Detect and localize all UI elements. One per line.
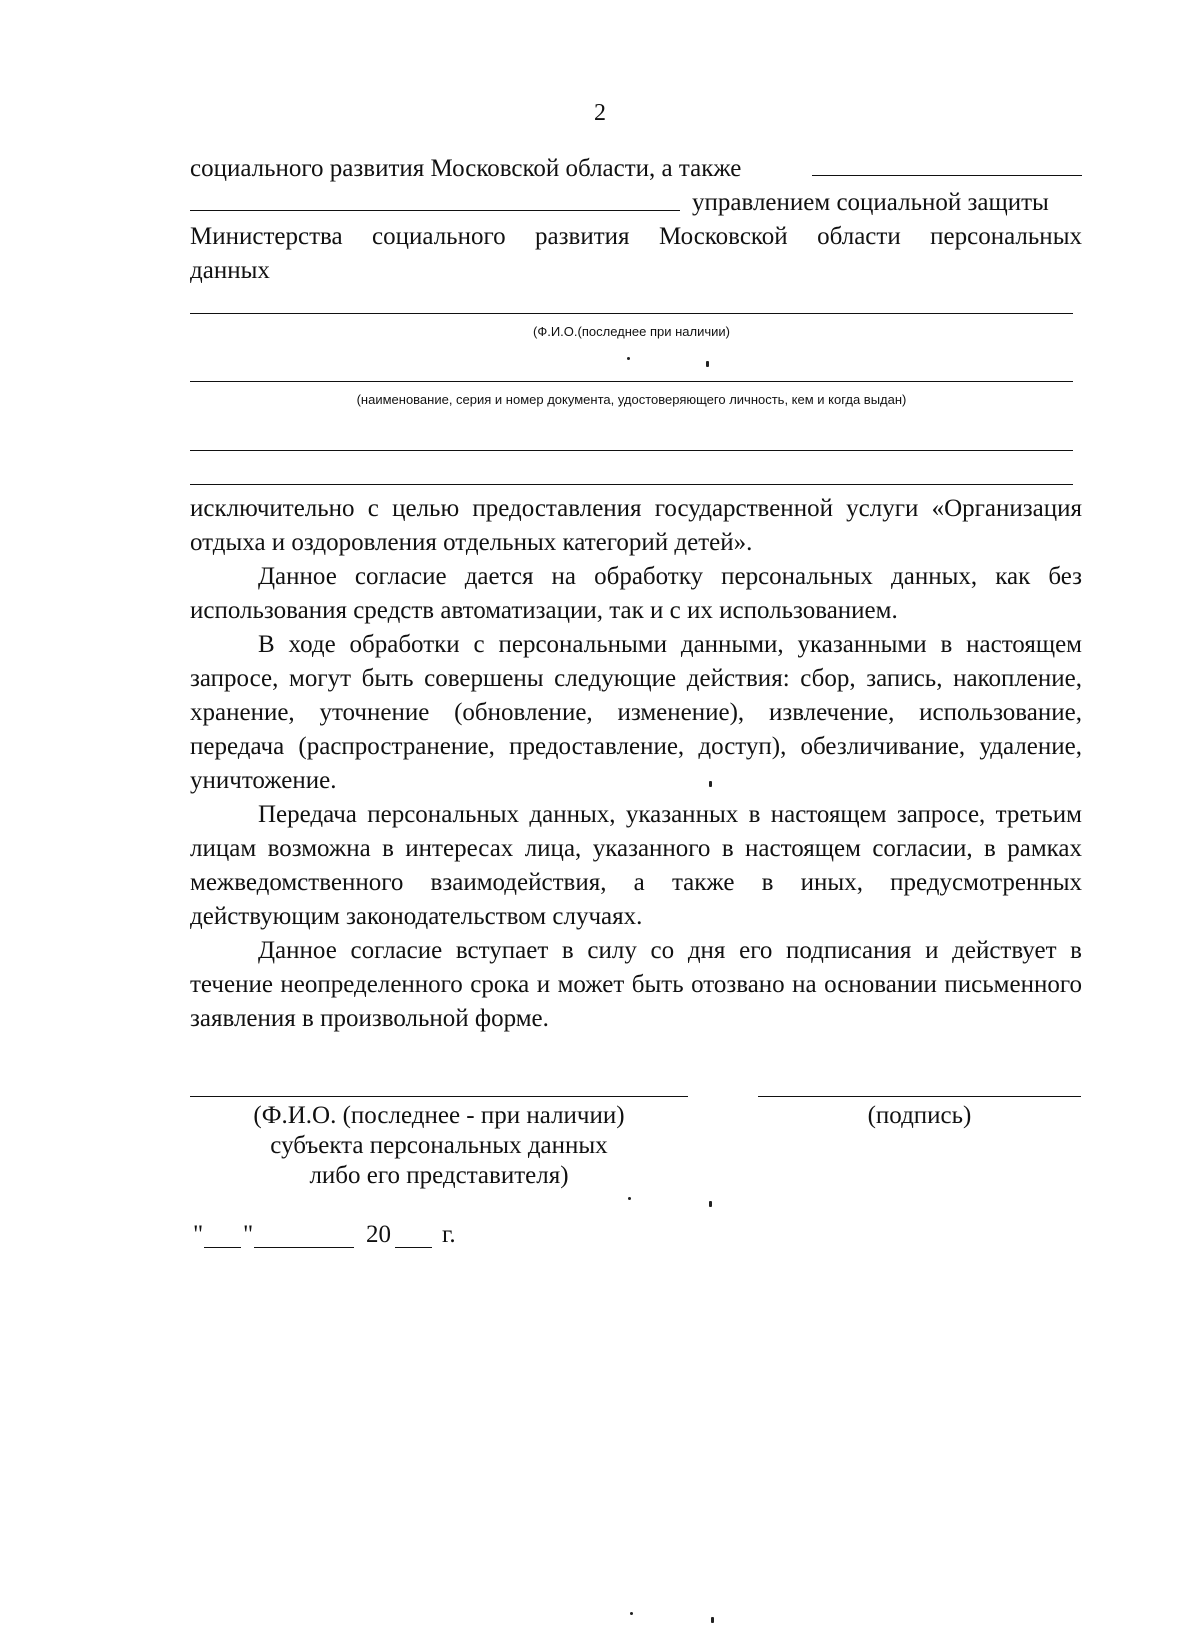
date-day-blank[interactable]: [204, 1247, 241, 1248]
page-number: 2: [594, 100, 606, 126]
header-line-3: Министерства социального развития Московской области персональных: [190, 223, 1082, 250]
header-line-1: социального развития Московской области, а также: [190, 155, 742, 182]
blank-line-organization[interactable]: [812, 175, 1082, 176]
date-year-prefix: 20: [366, 1221, 391, 1248]
date-close-quote: ": [243, 1221, 254, 1248]
scan-speck: [711, 1617, 714, 1623]
blank-line-organization-2[interactable]: [190, 210, 680, 211]
paragraph-transfer: Передача персональных данных, указанных в настоящем запросе, третьим лицам возможна в интересах лица, указанного в настоящем согласии, в рамках межведомственного взаимодействия, а также в иных, предусмотренных действующим законодательством случаях.: [190, 801, 1082, 930]
date-year-blank[interactable]: [395, 1247, 432, 1248]
scan-speck: [706, 361, 709, 367]
document-field-caption: (наименование, серия и номер документа, удостоверяющего личность, кем и когда выдан): [356, 392, 907, 407]
scan-speck: [628, 1197, 631, 1200]
header-line-4: данных: [190, 257, 270, 284]
fio-signature-caption-3: либо его представителя): [309, 1162, 569, 1189]
date-open-quote: ": [193, 1221, 204, 1248]
fio-field-caption: (Ф.И.О.(последнее при наличии): [533, 324, 730, 339]
fio-signature-line[interactable]: [190, 1096, 688, 1097]
document-field-line[interactable]: [190, 381, 1073, 382]
paragraph-validity: Данное согласие вступает в силу со дня его подписания и действует в течение неопределенного срока и может быть отозвано на основании письменного заявления в произвольной форме.: [190, 937, 1082, 1032]
paragraph-processing-mode: Данное согласие дается на обработку персональных данных, как без использования средств автоматизации, так и с их использованием.: [190, 563, 1082, 624]
header-line-2: управлением социальной защиты: [692, 189, 1049, 216]
scan-speck: [627, 357, 630, 360]
consent-body: [190, 492, 1082, 1036]
scan-speck: [709, 1201, 712, 1207]
fio-signature-caption-1: (Ф.И.О. (последнее - при наличии): [253, 1102, 625, 1129]
signature-line[interactable]: [758, 1096, 1081, 1097]
purpose-paragraph: исключительно с целью предоставления государственной услуги «Организация отдыха и оздоровления отдельных категорий детей».: [190, 495, 1082, 556]
scan-speck: [630, 1612, 633, 1615]
signature-caption: (подпись): [867, 1102, 972, 1129]
scan-speck: [709, 781, 712, 787]
fio-field-line[interactable]: [190, 313, 1073, 314]
document-field-line-3[interactable]: [190, 484, 1073, 485]
date-year-suffix: г.: [442, 1221, 456, 1248]
paragraph-actions: В ходе обработки с персональными данными, указанными в настоящем запросе, могут быть совершены следующие действия: сбор, запись, накопление, хранение, уточнение (обновление, изменение), извлечение, использование, передача (распространение, предоставление, доступ), обезличивание, удаление, уничтожение.: [190, 631, 1082, 794]
fio-signature-caption-2: субъекта персональных данных: [270, 1132, 608, 1159]
document-field-line-2[interactable]: [190, 450, 1073, 451]
date-month-blank[interactable]: [254, 1247, 354, 1248]
